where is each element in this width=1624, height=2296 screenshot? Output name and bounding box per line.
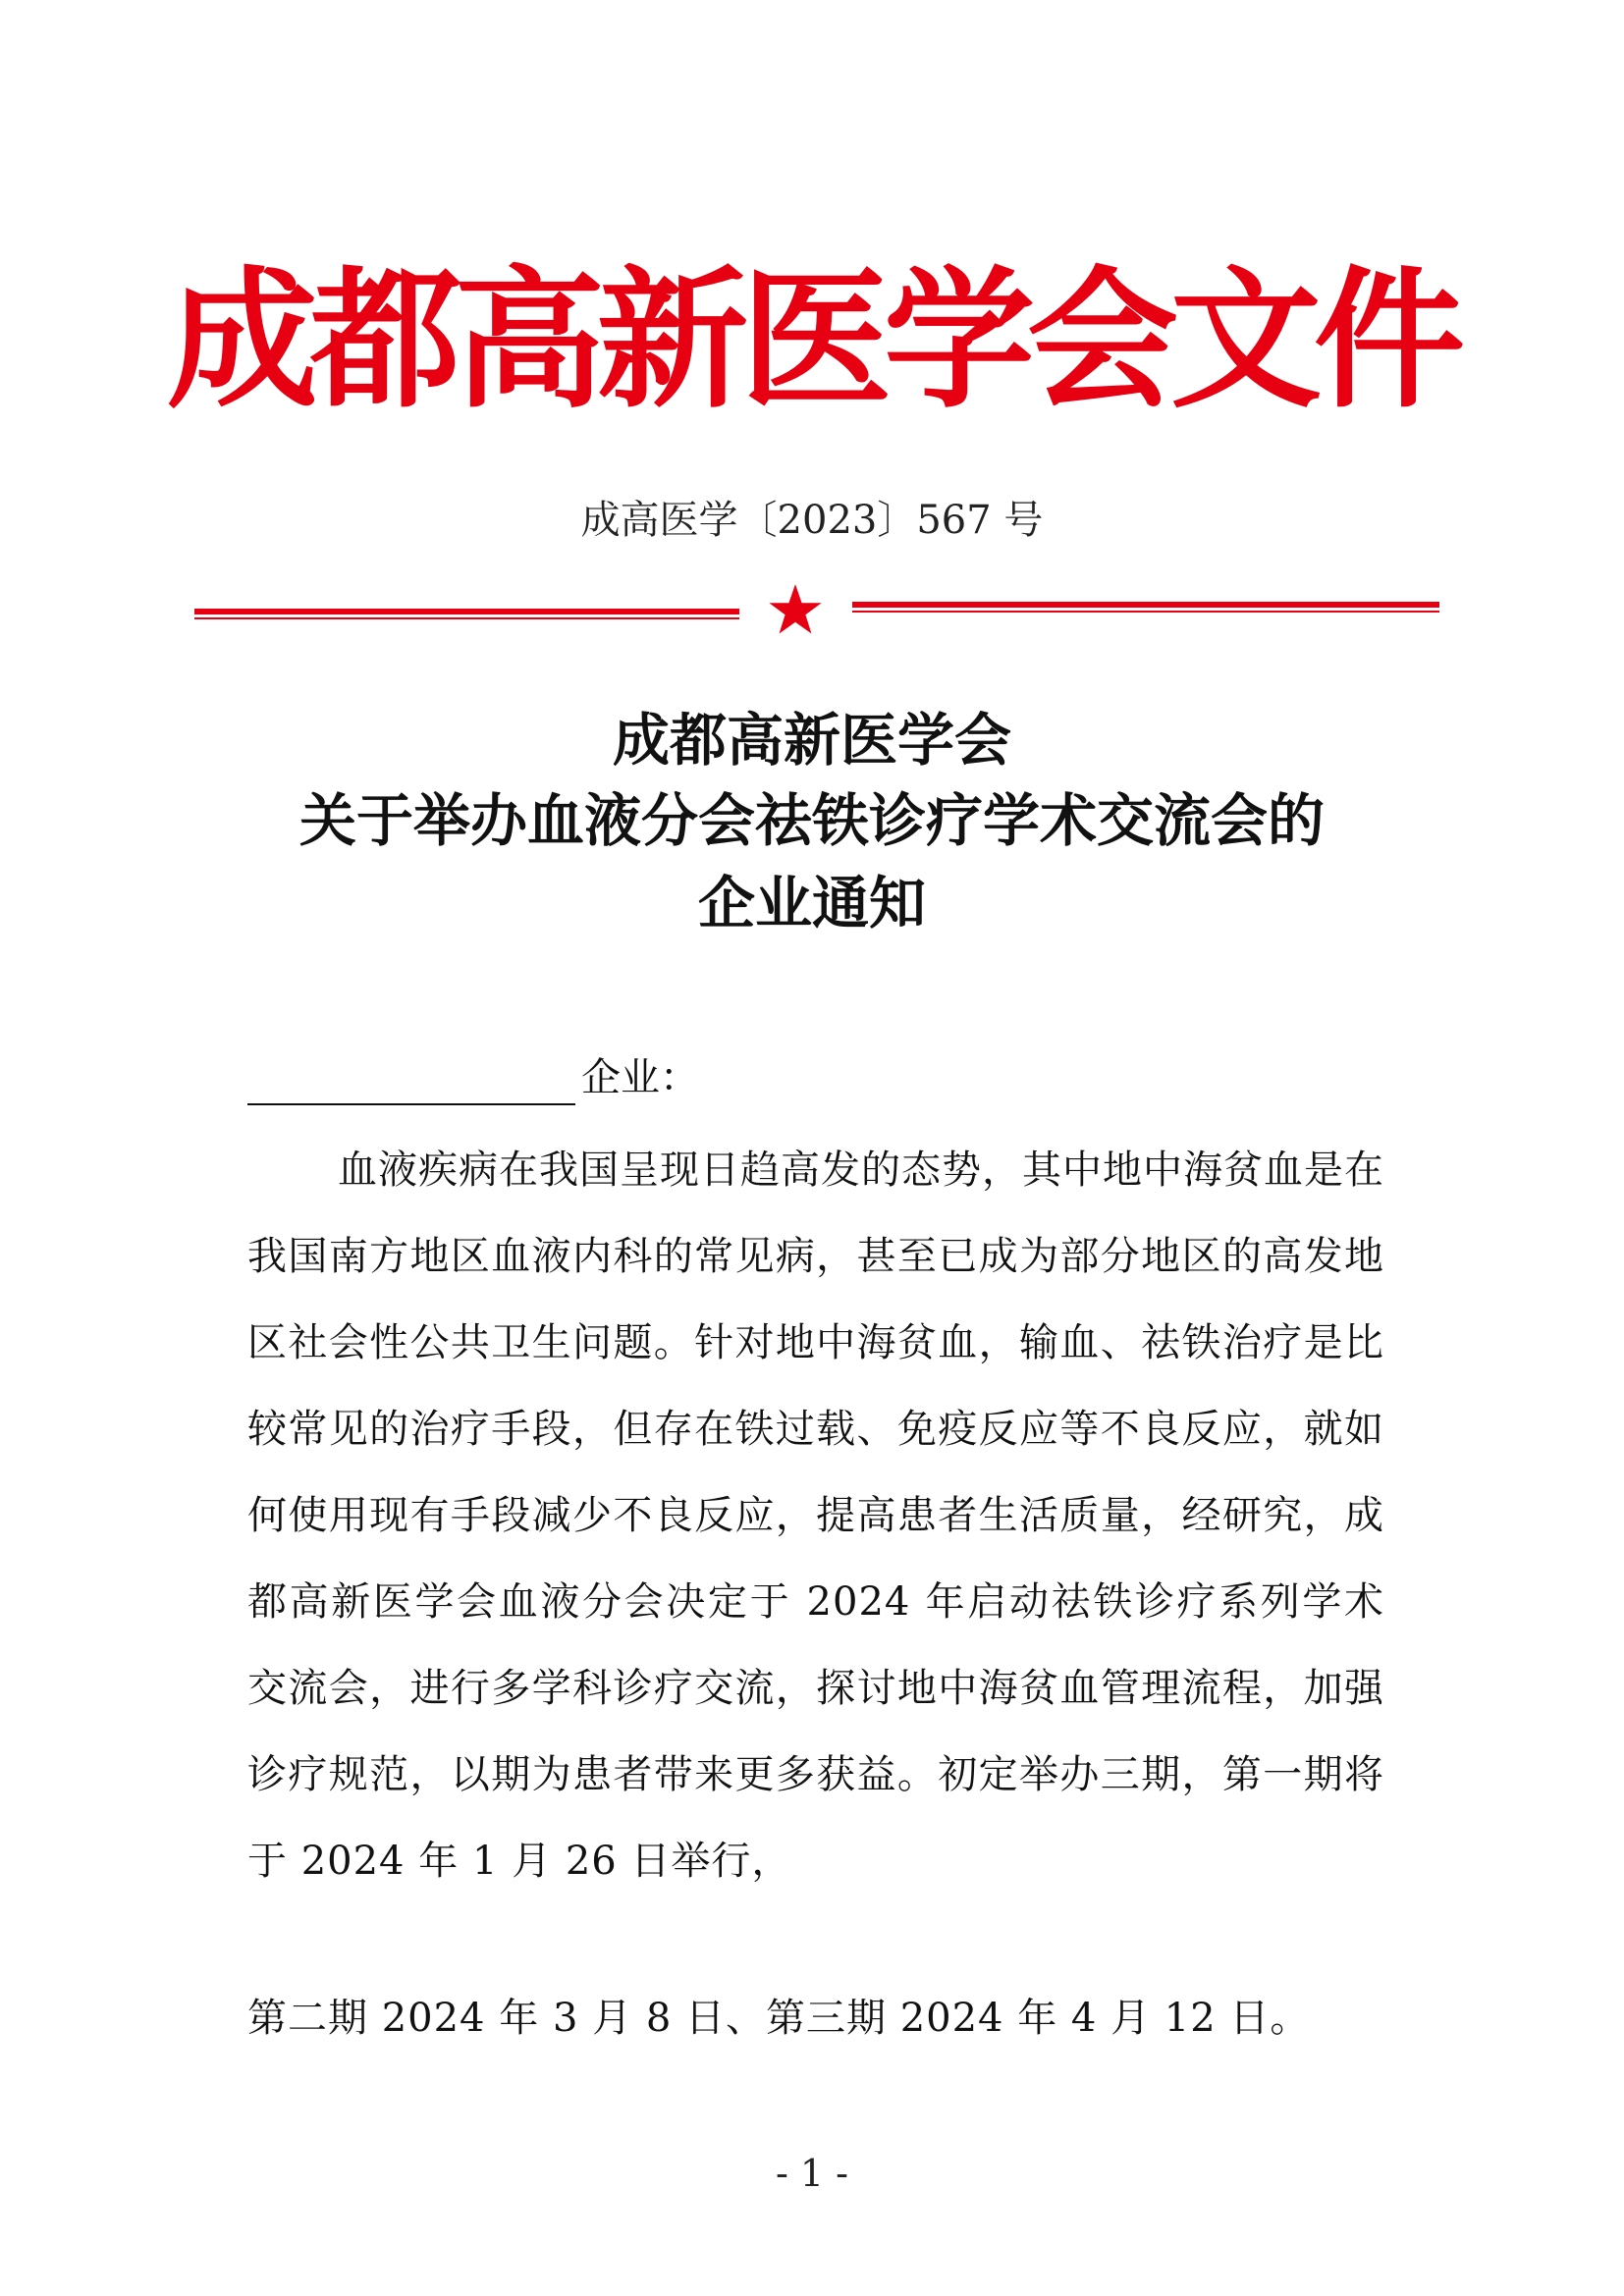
body-paragraph-1: 血液疾病在我国呈现日趋高发的态势，其中地中海贫血是在我国南方地区血液内科的常见病，甚至已成为部分地区的高发地区社会性公共卫生问题。针对地中海贫血，输血、祛铁治疗是比较常见的治疗手段，但存在铁过载、免疫反应等不良反应，就如何使用现有手段减少不良反应，提高患者生活质量，经研究，成都高新医学会血液分会决定于 2024 年启动祛铁诊疗系列学术交流会，进行多学科诊疗交流，探讨地中海贫血管理流程，加强诊疗规范，以期为患者带来更多获益。初定举办三期，第一期将于 2024 年 1 月 26 日举行，	[247, 1148, 1384, 1884]
page-number: - 1 -	[775, 2152, 848, 2195]
body-paragraph-2: 第二期 2024 年 3 月 8 日、第三期 2024 年 4 月 12 日。	[247, 1996, 1311, 2041]
document-number: 成高医学〔2023〕567 号	[580, 498, 1044, 543]
star-icon	[768, 583, 823, 638]
masthead-title: 成都高新医学会文件	[166, 253, 1457, 429]
salutation	[247, 1050, 699, 1105]
notice-title-line-1: 成都高新医学会	[612, 707, 1011, 774]
notice-title-line-2: 关于举办血液分会祛铁诊疗学术交流会的	[298, 787, 1325, 854]
salutation-suffix: 企业：	[581, 1055, 699, 1100]
company-name-blank	[247, 1062, 575, 1105]
notice-title-line-3: 企业通知	[697, 870, 926, 936]
